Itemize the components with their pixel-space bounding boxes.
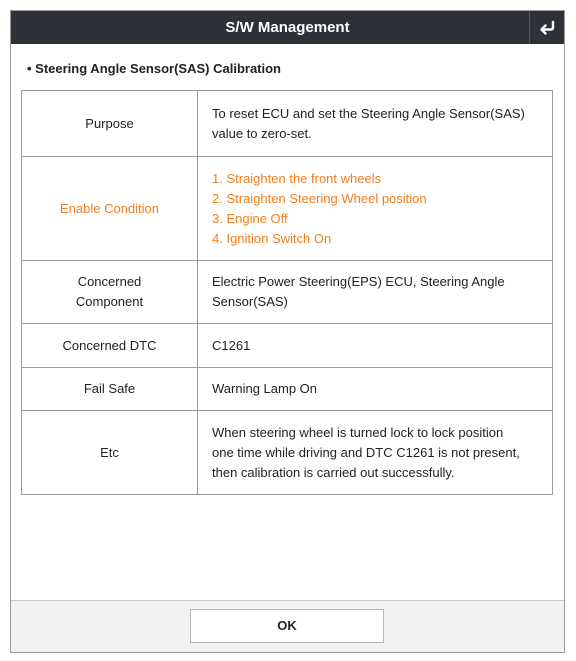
value-line: Electric Power Steering(EPS) ECU, Steering Angle — [212, 274, 505, 289]
value-line: C1261 — [212, 337, 251, 353]
value-line: 1. Straighten the front wheels — [212, 170, 382, 186]
table-row — [22, 261, 553, 324]
ok-button[interactable]: OK — [190, 609, 384, 643]
value-line: then calibration is carried out successfully. — [212, 464, 455, 480]
row-label — [22, 91, 198, 157]
row-label-text: Purpose — [85, 115, 134, 131]
value-line: Warning Lamp On — [212, 381, 318, 396]
row-value — [198, 91, 553, 157]
row-label-text: Concerned DTC — [62, 337, 157, 353]
row-value — [198, 368, 553, 411]
row-value — [198, 157, 553, 261]
value-line: Sensor(SAS) — [212, 294, 288, 309]
sw-management-dialog — [10, 10, 565, 653]
row-label — [22, 324, 198, 368]
back-button[interactable] — [529, 11, 564, 44]
row-label-text: Fail Safe — [83, 381, 136, 396]
section-title: • Steering Angle Sensor(SAS) Calibration — [27, 61, 281, 76]
value-line: To reset ECU and set the Steering Angle Sensor(SAS) — [212, 105, 525, 121]
row-value — [198, 261, 553, 324]
table-row — [22, 411, 553, 495]
table-row — [22, 324, 553, 368]
value-line: one time while driving and DTC C1261 is not present, — [212, 444, 520, 460]
row-label — [22, 157, 198, 261]
row-label-text: Etc — [100, 444, 119, 460]
value-line: 4. Ignition Switch On — [212, 230, 332, 246]
return-arrow-icon — [538, 20, 556, 36]
value-line: 3. Engine Off — [212, 210, 288, 226]
row-value — [198, 411, 553, 495]
row-label — [22, 411, 198, 495]
table-row — [22, 157, 553, 261]
value-line: value to zero-set. — [212, 125, 312, 141]
value-line: 2. Straighten Steering Wheel position — [212, 190, 427, 206]
dialog-title: S/W Management — [225, 19, 350, 36]
row-label-text: Component — [75, 294, 144, 309]
title-bar — [11, 11, 564, 44]
row-label-text: Enable Condition — [59, 200, 160, 216]
dialog-footer — [11, 600, 564, 652]
row-label-text: Concerned — [77, 274, 142, 289]
table-row — [22, 368, 553, 411]
table-row — [22, 91, 553, 157]
row-label — [22, 368, 198, 411]
calibration-info-table — [21, 90, 553, 495]
row-value — [198, 324, 553, 368]
row-label — [22, 261, 198, 324]
value-line: When steering wheel is turned lock to lock position — [212, 424, 504, 440]
